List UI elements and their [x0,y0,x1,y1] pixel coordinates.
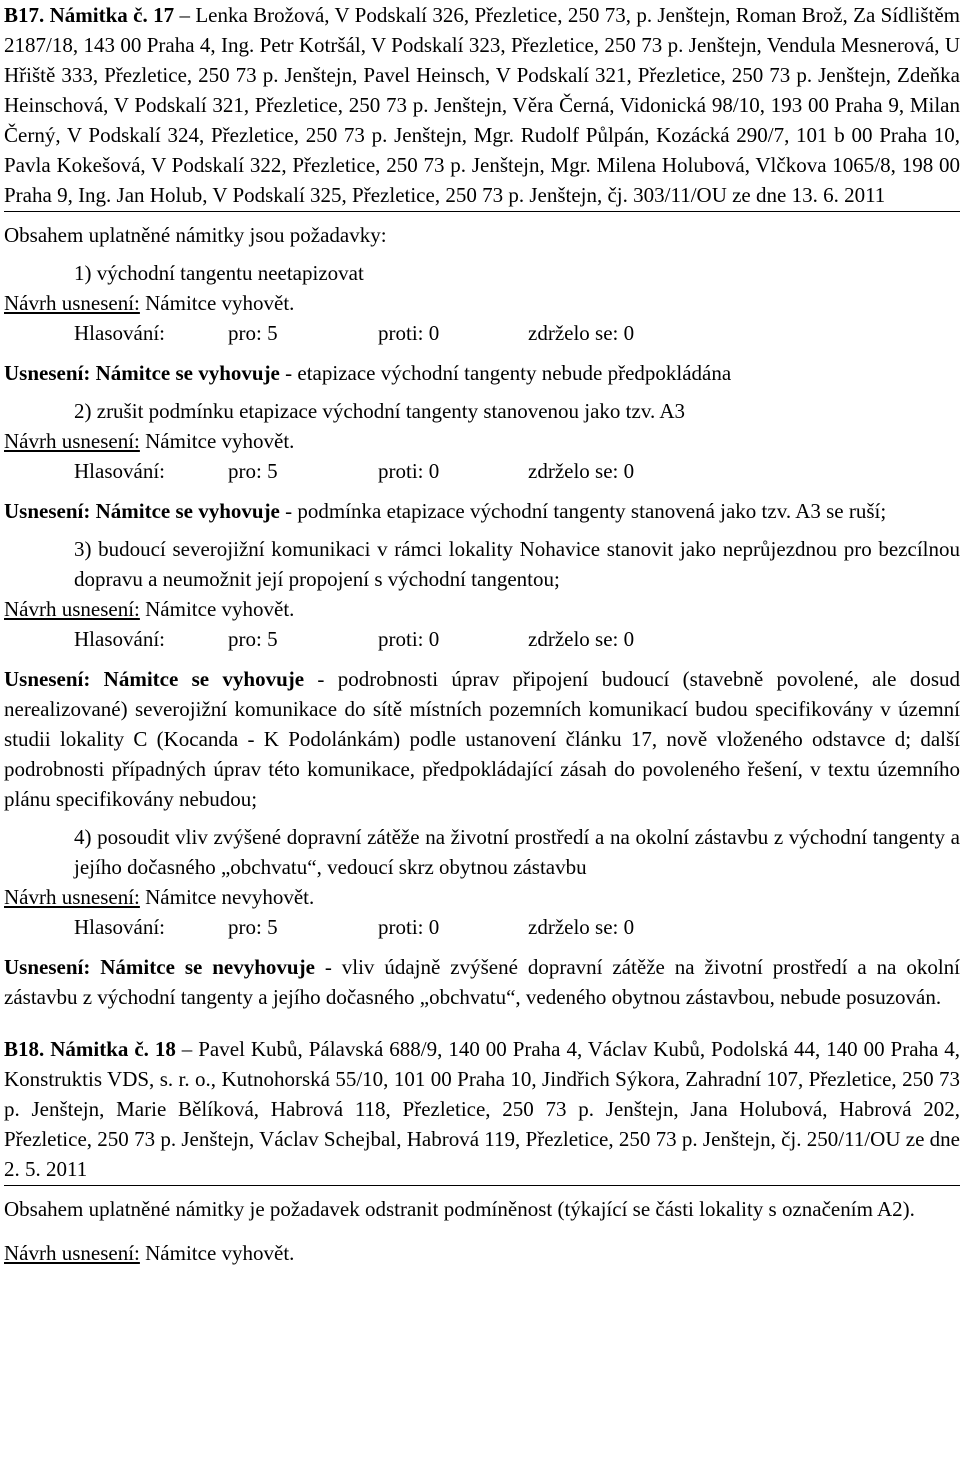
vote-proti: proti: 0 [378,627,440,651]
objection-parties: Lenka Brožová, V Podskalí 326, Přezletice, 250 73, p. Jenštejn, Roman Brož, Za Sídlištěm 2187/18, 143 00 Praha 4, Ing. Petr Kotršál, V Podskalí 323, Přezletice, 250 73 p. Jenštejn, Vendula Mesnerová, U Hřiště 333, Přezletice, 250 73 p. Jenštejn, Pavel Heinsch, V Podskalí 321, Přezletice, 250 73 p. Jenštejn, Zdeňka Heinschová, V Podskalí 321, Přezletice, 250 73 p. Jenštejn, Věra Černá, Vidonická 98/10, 193 00 Praha 9, Milan Černý, V Podskalí 324, Přezletice, 250 73 p. Jenštejn, Mgr. Rudolf Půlpán, Kozácká 290/7, 101 b 00 Praha 10, Pavla Kokešová, V Podskalí 322, Přezletice, 250 73 p. Jenštejn, Mgr. Milena Holubová, Vlčkova 1065/8, 198 00 Praha 9, Ing. Jan Holub, V Podskalí 325, Přezletice, 250 73 p. Jenštejn, čj. 303/11/OU ze dne 13. 6. 2011 [4,3,960,207]
vote-label: Hlasování: [74,321,165,345]
proposal [4,882,960,912]
requirement-item-1: 1) východní tangentu neetapizovat [74,261,364,285]
resolution-label: Usnesení: Námitce se vyhovuje [4,499,280,523]
resolution [4,952,960,1012]
resolution [4,496,960,526]
dash: – [179,3,190,27]
proposal [4,1238,960,1268]
requirement-item-4: 4) posoudit vliv zvýšené dopravní zátěže na životní prostředí a na okolní zástavbu z východní tangenty a jejího dočasného „obchvatu“, vedoucí skrz obytnou zástavbu [74,825,960,879]
vote-pro: pro: 5 [228,321,278,345]
voting-row [74,456,960,486]
objection-id: B18. [4,1037,45,1061]
proposal-value: Námitce vyhovět. [145,597,295,621]
vote-pro: pro: 5 [228,627,278,651]
resolution-label: Usnesení: Námitce se vyhovuje [4,667,305,691]
vote-pro: pro: 5 [228,915,278,939]
requirement-text: Obsahem uplatněné námitky je požadavek odstranit podmíněnost (týkající se části lokality s označením A2). [4,1197,915,1221]
vote-label: Hlasování: [74,915,165,939]
voting-row [74,318,960,348]
objection-title: Námitka č. 17 [49,3,175,27]
resolution-text: - vliv údajně zvýšené dopravní zátěže na životní prostředí a na okolní zástavbu z východní tangenty a jejího dočasného „obchvatu“, vedeného obytnou zástavbou, nebude posuzován. [4,955,960,1009]
proposal [4,426,960,456]
vote-abstain: zdrželo se: 0 [528,915,635,939]
requirement-item-3: 3) budoucí severojižní komunikaci v rámci lokality Nohavice stanovit jako neprůjezdnou pro bezcílnou dopravu a neumožnit její propojení s východní tangentou; [74,537,960,591]
proposal [4,288,960,318]
resolution-text: - podrobnosti úprav připojení budoucí (stavebně povolené, ale dosud nerealizované) severojižní komunikace do sítě místních pozemních komunikací budou specifikovány v územní studii lokality C (Kocanda - K Podolánkám) podle ustanovení článku 17, nově vloženého odstavce d; další podrobnosti případných úprav této komunikace, předpokládající zásah do povoleného řešení, v textu územního plánu specifikovány nebudou; [4,667,960,811]
resolution-label: Usnesení: Námitce se nevyhovuje [4,955,315,979]
voting-row [74,912,960,942]
voting-row [74,624,960,654]
vote-label: Hlasování: [74,627,165,651]
section-divider [4,1185,960,1186]
objection-title: Námitka č. 18 [50,1037,176,1061]
proposal-value: Námitce vyhovět. [145,1241,295,1265]
proposal-value: Námitce nevyhovět. [145,885,315,909]
requirements-intro: Obsahem uplatněné námitky jsou požadavky: [4,223,387,247]
proposal-label: Návrh usnesení: [4,1241,140,1265]
vote-pro: pro: 5 [228,459,278,483]
proposal-label: Návrh usnesení: [4,291,140,315]
objection-id: B17. [4,3,45,27]
spacer [4,1224,960,1238]
spacer [4,1012,960,1034]
resolution [4,664,960,814]
vote-abstain: zdrželo se: 0 [528,321,635,345]
resolution-label: Usnesení: Námitce se vyhovuje [4,361,280,385]
proposal [4,594,960,624]
vote-abstain: zdrželo se: 0 [528,627,635,651]
vote-proti: proti: 0 [378,459,440,483]
proposal-label: Návrh usnesení: [4,429,140,453]
section-divider [4,211,960,212]
vote-proti: proti: 0 [378,915,440,939]
proposal-label: Návrh usnesení: [4,885,140,909]
resolution [4,358,960,388]
proposal-value: Námitce vyhovět. [145,429,295,453]
vote-abstain: zdrželo se: 0 [528,459,635,483]
vote-proti: proti: 0 [378,321,440,345]
vote-label: Hlasování: [74,459,165,483]
objection-parties: Pavel Kubů, Pálavská 688/9, 140 00 Praha 4, Václav Kubů, Podolská 44, 140 00 Praha 4, Konstruktis VDS, s. r. o., Kutnohorská 55/10, 101 00 Praha 10, Jindřich Sýkora, Zahradní 107, Přezletice, 250 73 p. Jenštejn, Marie Bělíková, Habrová 118, Přezletice, 250 73 p. Jenštejn, Jana Holubová, Habrová 202, Přezletice, 250 73 p. Jenštejn, Václav Schejbal, Habrová 119, Přezletice, 250 73 p. Jenštejn, čj. 250/11/OU ze dne 2. 5. 2011 [4,1037,960,1181]
objection-b17-header [4,0,960,210]
proposal-value: Námitce vyhovět. [145,291,295,315]
resolution-text: - podmínka etapizace východní tangenty stanovená jako tzv. A3 se ruší; [279,499,887,523]
dash: – [181,1037,193,1061]
objection-b18-header [4,1034,960,1184]
resolution-text: - etapizace východní tangenty nebude předpokládána [279,361,732,385]
requirement-item-2: 2) zrušit podmínku etapizace východní tangenty stanovenou jako tzv. A3 [74,399,685,423]
proposal-label: Návrh usnesení: [4,597,140,621]
